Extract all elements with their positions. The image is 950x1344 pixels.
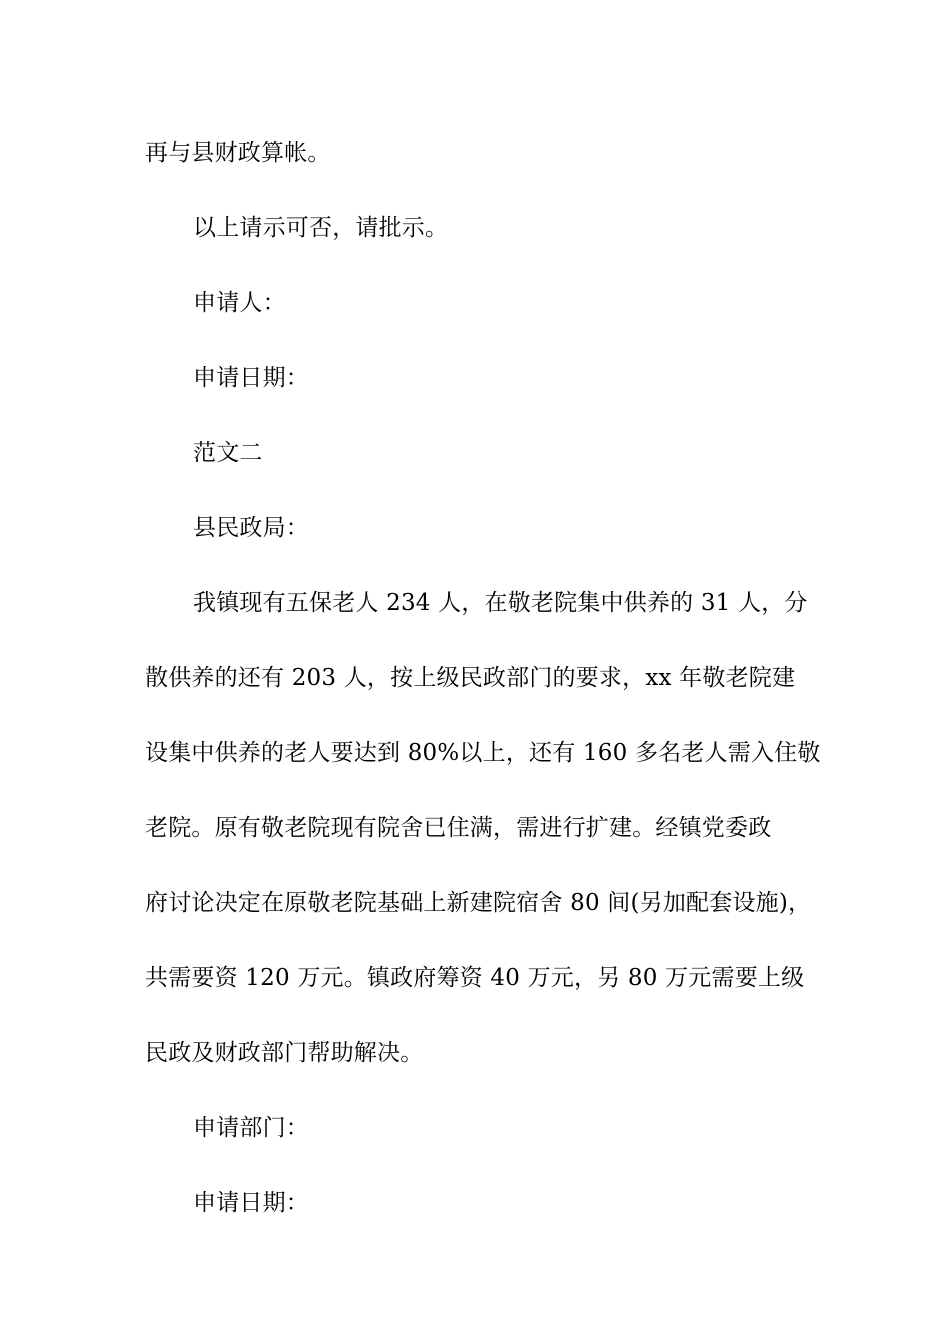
body-paragraph-line: 我镇现有五保老人 234 人，在敬老院集中供养的 31 人，分 (193, 590, 808, 616)
section-heading: 范文二 (193, 440, 263, 466)
document-page (145, 128, 835, 1253)
application-date-label: 申请日期： (193, 365, 309, 391)
applicant-label: 申请人： (193, 290, 286, 316)
application-date-label: 申请日期： (193, 1190, 309, 1216)
body-paragraph-line: 老院。原有敬老院现有院舍已住满，需进行扩建。经镇党委政 (145, 815, 772, 841)
department-label: 申请部门： (193, 1115, 309, 1141)
continuation-line: 再与县财政算帐。 (145, 140, 331, 166)
body-paragraph-line: 散供养的还有 203 人，按上级民政部门的要求，xx 年敬老院建 (145, 665, 796, 691)
body-paragraph-line: 民政及财政部门帮助解决。 (145, 1040, 424, 1066)
body-paragraph-line: 府讨论决定在原敬老院基础上新建院宿舍 80 间(另加配套设施)， (145, 890, 812, 916)
closing-request-line: 以上请示可否，请批示。 (193, 215, 449, 241)
body-paragraph-line: 设集中供养的老人要达到 80%以上，还有 160 多名老人需入住敬 (145, 740, 821, 766)
body-paragraph-line: 共需要资 120 万元。镇政府筹资 40 万元，另 80 万元需要上级 (145, 965, 805, 991)
recipient-line: 县民政局： (193, 515, 309, 541)
